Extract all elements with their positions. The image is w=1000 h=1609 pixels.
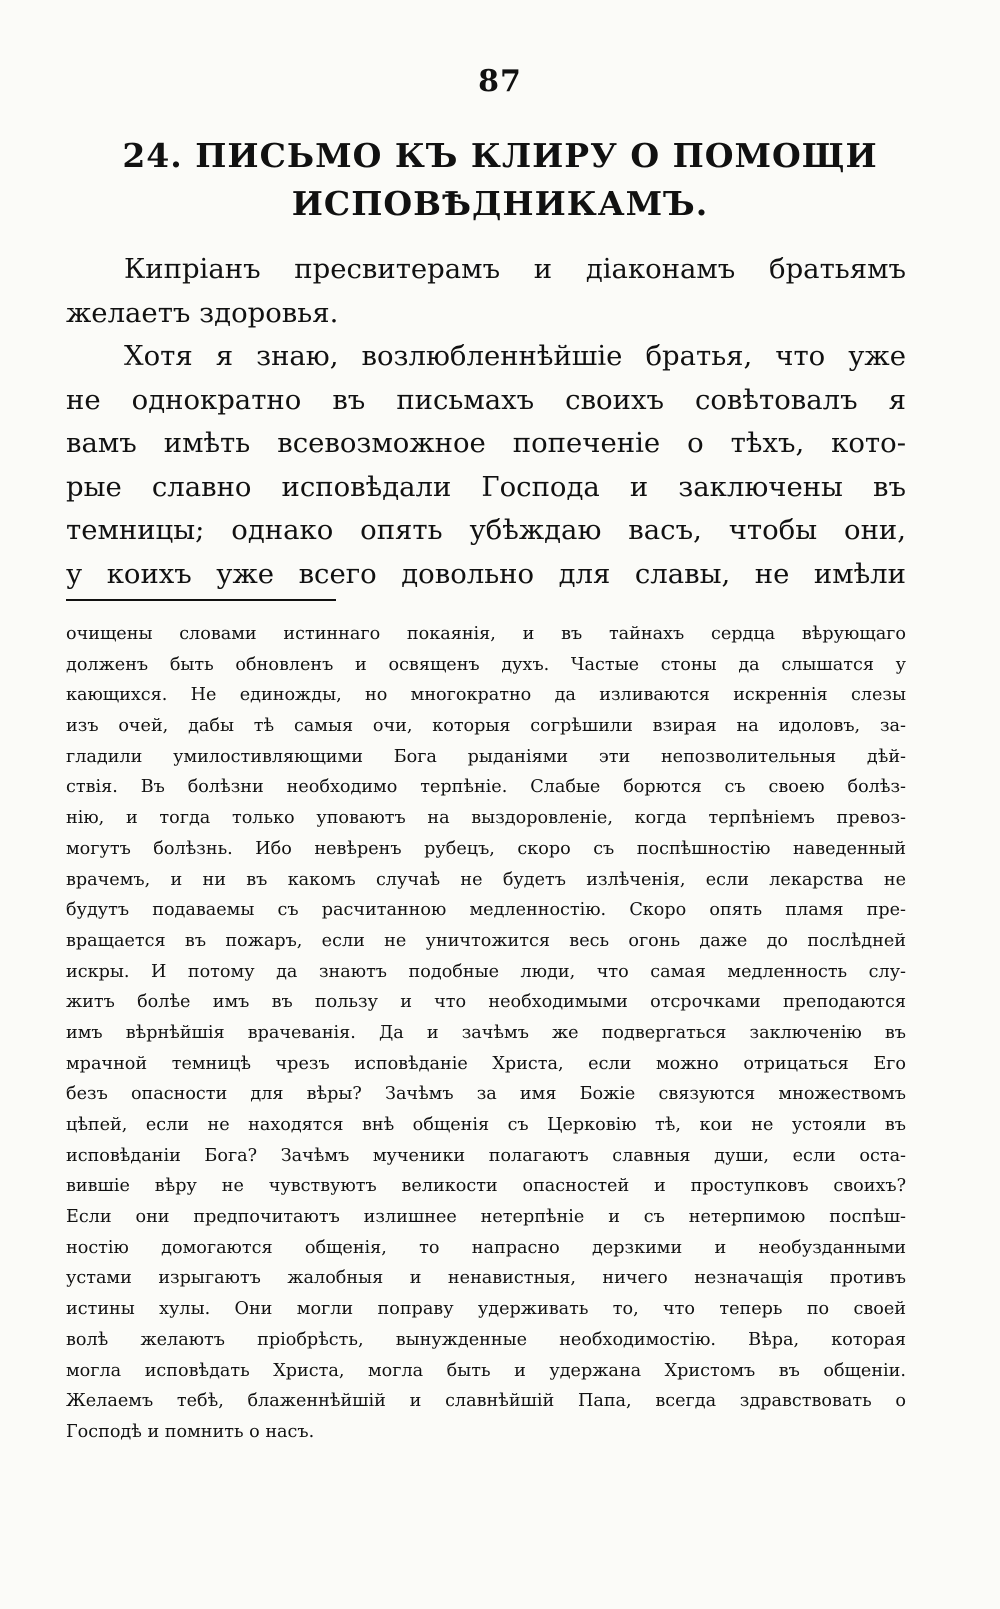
- footnote-line: будутъ подаваемы съ расчитанною медленностію. Скоро опять пламя пре-: [66, 900, 906, 921]
- text-line: желаетъ здоровья.: [66, 296, 339, 329]
- footnote-line: могла исповѣдать Христа, могла быть и удержана Христомъ въ общеніи.: [66, 1360, 906, 1381]
- text-line: у коихъ уже всего довольно для славы, не имѣли: [66, 557, 906, 590]
- text-line: темницы; однако опять убѣждаю васъ, чтобы они,: [66, 514, 906, 546]
- footnote-line: Господѣ и помнить о насъ.: [66, 1421, 315, 1442]
- footnote-line: ностію домогаются общенія, то напрасно дерзкими и необузданными: [66, 1237, 906, 1258]
- text-line: рые славно исповѣдали Господа и заключены въ: [66, 470, 906, 503]
- footnote-line: искры. И потому да знаютъ подобные люди, что самая медленность слу-: [66, 961, 906, 982]
- footnote-line: Если они предпочитаютъ излишнее нетерпѣніе и съ нетерпимою поспѣш-: [66, 1207, 906, 1228]
- footnote-line: гладили умилостивляющими Бога рыданіями эти непозволительныя дѣй-: [66, 746, 906, 767]
- text-line: Кипріанъ пресвитерамъ и діаконамъ братьямъ: [124, 253, 906, 285]
- text-line: Хотя я знаю, возлюбленнѣйшіе братья, что уже: [124, 340, 906, 372]
- footnote-line: врачемъ, и ни въ какомъ случаѣ не будетъ излѣченія, если лекарства не: [66, 869, 906, 890]
- main-text: [66, 248, 906, 596]
- footnote-line: Желаемъ тебѣ, блаженнѣйшій и славнѣйшій Папа, всегда здравствовать о: [66, 1391, 906, 1412]
- footnote-line: цѣпей, если не находятся внѣ общенія съ Церковію тѣ, кои не устояли въ: [66, 1115, 906, 1135]
- footnote-line: долженъ быть обновленъ и освященъ духъ. Частые стоны да слышатся у: [66, 654, 906, 675]
- text-line: не однократно въ письмахъ своихъ совѣтовалъ я: [66, 383, 906, 416]
- footnote-line: вившіе вѣру не чувствуютъ великости опасностей и проступковъ своихъ?: [66, 1176, 906, 1197]
- chapter-title-line: 24. ПИСЬМО КЪ КЛИРУ О ПОМОЩИ: [122, 136, 878, 175]
- footnote-line: кающихся. Не единожды, но многократно да изливаются искреннія слезы: [66, 685, 906, 706]
- footnote-line: изъ очей, дабы тѣ самыя очи, которыя согрѣшили взирая на идоловъ, за-: [66, 716, 906, 737]
- chapter-title-line: ИСПОВѢДНИКАМЪ.: [291, 184, 709, 223]
- footnote-line: житъ болѣе имъ въ пользу и что необходимыми отсрочками преподаются: [66, 992, 906, 1013]
- footnote-line: безъ опасности для вѣры? Зачѣмъ за имя Божіе связуются множествомъ: [66, 1084, 906, 1105]
- text-line: вамъ имѣть всевозможное попеченіе о тѣхъ, кото-: [66, 427, 906, 459]
- footnote-line: вращается въ пожаръ, если не уничтожится весь огонь даже до послѣдней: [66, 930, 906, 951]
- footnote-line: волѣ желаютъ пріобрѣсть, вынужденные необходимостію. Вѣра, которая: [66, 1329, 906, 1350]
- page-number: 87: [478, 64, 522, 99]
- footnote-line: мрачной темницѣ чрезъ исповѣданіе Христа, если можно отрицаться Его: [66, 1053, 906, 1074]
- footnote-line: устами изрыгаютъ жалобныя и ненавистныя, ничего незначащія противъ: [66, 1268, 906, 1289]
- chapter-title: [80, 132, 920, 228]
- footnote-line: исповѣданіи Бога? Зачѣмъ мученики полагаютъ славныя души, если оста-: [66, 1145, 906, 1166]
- footnote-text: [66, 619, 906, 1448]
- footnote-line: имъ вѣрнѣйшія врачеванія. Да и зачѣмъ же подвергаться заключенію въ: [66, 1022, 906, 1043]
- footnote-line: могутъ болѣзнь. Ибо невѣренъ рубецъ, скоро съ поспѣшностію наведенный: [66, 838, 906, 859]
- footnote-line: истины хулы. Они могли поправу удерживать то, что теперь по своей: [66, 1299, 906, 1320]
- footnote-line: очищены словами истиннаго покаянія, и въ тайнахъ сердца вѣрующаго: [66, 624, 906, 644]
- footnote-line: ствія. Въ болѣзни необходимо терпѣніе. Слабые борются съ своею болѣз-: [66, 777, 906, 798]
- footnote-separator: [66, 599, 336, 601]
- footnote-line: нію, и тогда только уповаютъ на выздоровленіе, когда терпѣніемъ превоз-: [66, 808, 906, 829]
